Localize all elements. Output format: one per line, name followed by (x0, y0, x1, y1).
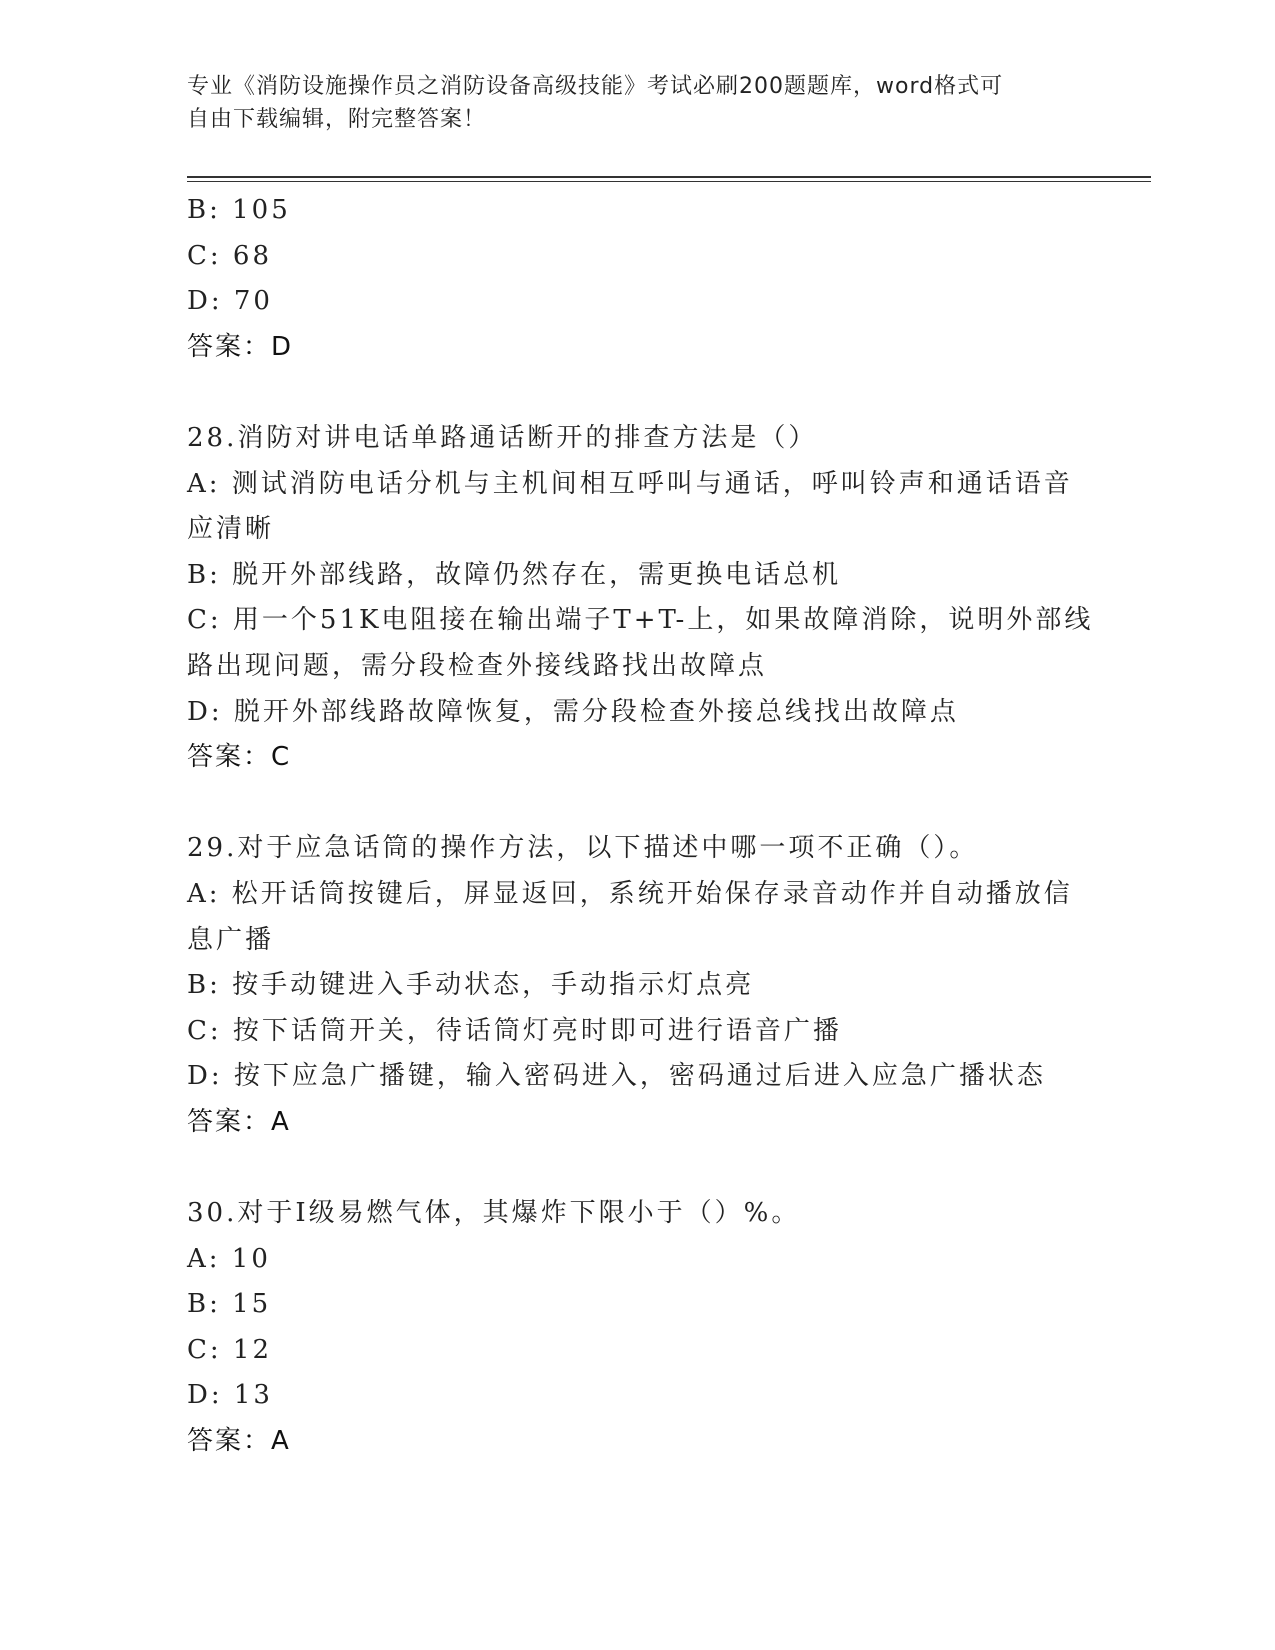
question-29 (187, 826, 1107, 1145)
question-28 (187, 416, 1107, 781)
option-d: D: 脱开外部线路故障恢复，需分段检查外接总线找出故障点 (187, 696, 959, 727)
answer-line: 答案：D (187, 331, 294, 362)
option-c-line-1: C: 用一个51K电阻接在输出端子T+T-上，如果故障消除，说明外部线 (187, 605, 1094, 636)
option-b: B: 15 (187, 1289, 272, 1320)
header-title-line-1: 专业《消防设施操作员之消防设备高级技能》考试必刷200题题库，word格式可 (187, 74, 1004, 99)
question-27-continued (187, 188, 1107, 370)
option-a-line-1: A: 松开话筒按键后，屏显返回，系统开始保存录音动作并自动播放信 (187, 878, 1073, 909)
spacer (187, 370, 1107, 416)
header-title-line-2: 自由下载编辑，附完整答案！ (187, 107, 487, 132)
option-c-line-2: 路出现问题，需分段检查外接线路找出故障点 (187, 650, 768, 681)
option-d: D: 70 (187, 286, 273, 317)
answer-line: 答案：A (187, 1426, 291, 1457)
option-a-line-1: A: 测试消防电话分机与主机间相互呼叫与通话，呼叫铃声和通话语音 (187, 468, 1073, 499)
answer-line: 答案：C (187, 742, 292, 773)
header-divider-thick (187, 176, 1151, 178)
option-b: B: 105 (187, 195, 291, 225)
question-30 (187, 1191, 1107, 1465)
answer-line: 答案：A (187, 1106, 291, 1137)
question-stem: 30.对于Ⅰ级易燃气体，其爆炸下限小于（）%。 (187, 1198, 801, 1229)
spacer (187, 781, 1107, 827)
option-b: B: 脱开外部线路，故障仍然存在，需更换电话总机 (187, 559, 842, 590)
option-b: B: 按手动键进入手动状态，手动指示灯点亮 (187, 970, 755, 1001)
header-divider-thin (187, 181, 1151, 182)
option-c: C: 12 (187, 1334, 273, 1365)
document-header (187, 70, 1067, 136)
question-stem: 28.消防对讲电话单路通话断开的排查方法是（） (187, 422, 818, 453)
question-stem: 29.对于应急话筒的操作方法，以下描述中哪一项不正确（）。 (187, 833, 979, 864)
option-d: D: 按下应急广播键，输入密码进入，密码通过后进入应急广播状态 (187, 1061, 1046, 1092)
option-a: A: 10 (187, 1243, 271, 1274)
option-c: C: 按下话筒开关，待话筒灯亮时即可进行语音广播 (187, 1015, 842, 1046)
option-a-line-2: 息广播 (187, 924, 275, 955)
question-list (187, 188, 1107, 1465)
option-d: D: 13 (187, 1380, 273, 1411)
option-c: C: 68 (187, 240, 273, 271)
option-a-line-2: 应清晰 (187, 514, 275, 545)
spacer (187, 1145, 1107, 1191)
